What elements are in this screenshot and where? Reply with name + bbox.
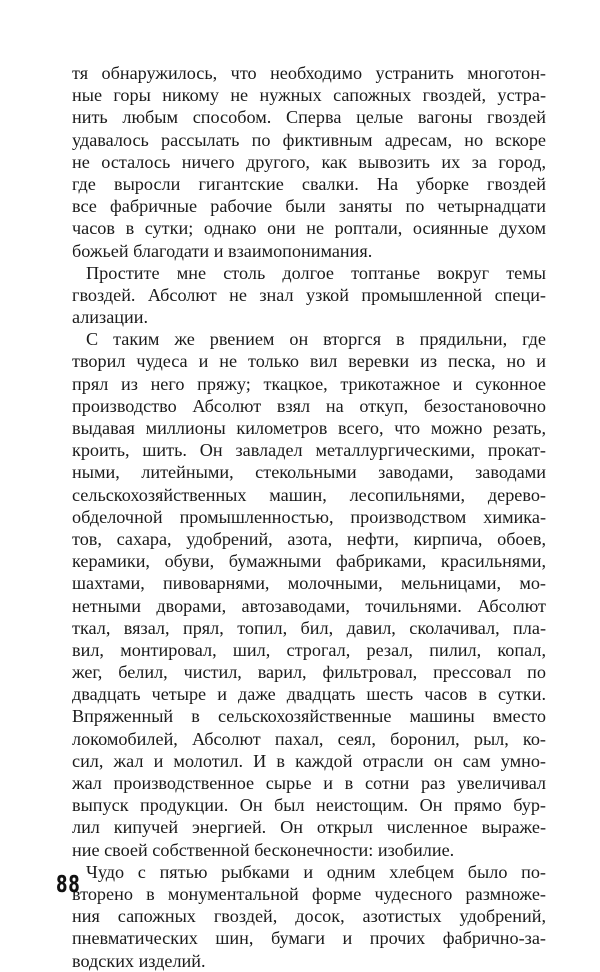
text-line: водских изделий.: [72, 950, 206, 971]
paragraph-4: [72, 861, 546, 972]
text-line: Простите мне столь долгое топтанье вокруг темы: [86, 262, 546, 283]
page-body: [72, 62, 546, 972]
text-line: С таким же рвением он вторгся в прядильни, где: [86, 329, 546, 350]
text-line: жал производственное сырье и в сотни раз увеличивал: [72, 773, 546, 793]
paragraph-1: [72, 62, 546, 262]
text-line: ние своей собственной бесконечности: изобилие.: [72, 839, 455, 860]
text-line: пневматических шин, бумаги и прочих фабрично-за-: [72, 928, 546, 949]
text-line: нить любым способом. Сперва целые вагоны гвоздей: [72, 107, 546, 128]
text-line: вил, монтировал, шил, строгал, резал, пилил, копал,: [72, 639, 546, 660]
text-line: производство Абсолют взял на откуп, безостановочно: [72, 395, 546, 416]
text-line: ния сапожных гвоздей, досок, азотистых удобрений,: [72, 906, 546, 927]
text-line: керамики, обуви, бумажными фабриками, красильнями,: [72, 551, 546, 572]
text-line: прял из него пряжу; ткацкое, трикотажное и суконное: [72, 373, 546, 394]
text-line: ализации.: [72, 307, 149, 328]
text-line: часов в сутки; однако они не роптали, осиянные духом: [72, 218, 546, 239]
text-line: выпуск продукции. Он был неистощим. Он прямо бур-: [72, 795, 546, 816]
text-line: вторено в монументальной форме чудесного размноже-: [72, 883, 546, 904]
text-line: лил кипучей энергией. Он открыл численное выраже-: [72, 817, 546, 838]
text-line: не осталось ничего другого, как вывозить их за город,: [72, 151, 546, 172]
text-line: тов, сахара, удобрений, азота, нефти, кирпича, обоев,: [72, 528, 546, 549]
text-line: локомобилей, Абсолют пахал, сеял, боронил, рыл, ко-: [72, 728, 546, 749]
text-line: творил чудеса и не только вил веревки из песка, но и: [72, 351, 546, 372]
text-line: ткал, вязал, прял, топил, бил, давил, сколачивал, пла-: [72, 617, 546, 638]
text-line: сил, жал и молотил. И в каждой отрасли он сам умно-: [72, 750, 546, 771]
text-line: тя обнаружилось, что необходимо устранить многотон-: [72, 63, 546, 83]
text-line: двадцать четыре и даже двадцать шесть часов в сутки.: [72, 684, 546, 705]
text-line: кроить, шить. Он завладел металлургическими, прокат-: [72, 440, 546, 461]
text-line: ными, литейными, стекольными заводами, заводами: [72, 462, 546, 483]
text-line: шахтами, пивоварнями, молочными, мельницами, мо-: [72, 573, 546, 594]
text-line: удавалось рассылать по фиктивным адресам, но вскоре: [72, 129, 546, 150]
text-line: обделочной промышленностью, производством химика-: [72, 506, 546, 527]
text-line: все фабричные рабочие были заняты по четырнадцати: [72, 196, 546, 217]
text-line: божьей благодати и взаимопонимания.: [72, 240, 373, 261]
text-line: Чудо с пятью рыбками и одним хлебцем было по-: [86, 861, 546, 882]
text-line: сельскохозяйственных машин, лесопильнями, дерево-: [72, 484, 546, 505]
page-number: 88: [56, 872, 81, 898]
text-line: Впряженный в сельскохозяйственные машины вместо: [72, 706, 546, 727]
text-line: гвоздей. Абсолют не знал узкой промышленной специ-: [72, 284, 546, 305]
paragraph-2: [72, 262, 546, 329]
text-line: выдавая миллионы километров всего, что можно резать,: [72, 418, 546, 438]
text-line: нетными дворами, автозаводами, точильнями. Абсолют: [72, 595, 546, 616]
text-line: жег, белил, чистил, варил, фильтровал, прессовал по: [72, 662, 546, 683]
text-line: где выросли гигантские свалки. На уборке гвоздей: [72, 173, 546, 194]
paragraph-3: [72, 328, 546, 861]
text-line: ные горы никому не нужных сапожных гвоздей, устра-: [72, 85, 546, 106]
